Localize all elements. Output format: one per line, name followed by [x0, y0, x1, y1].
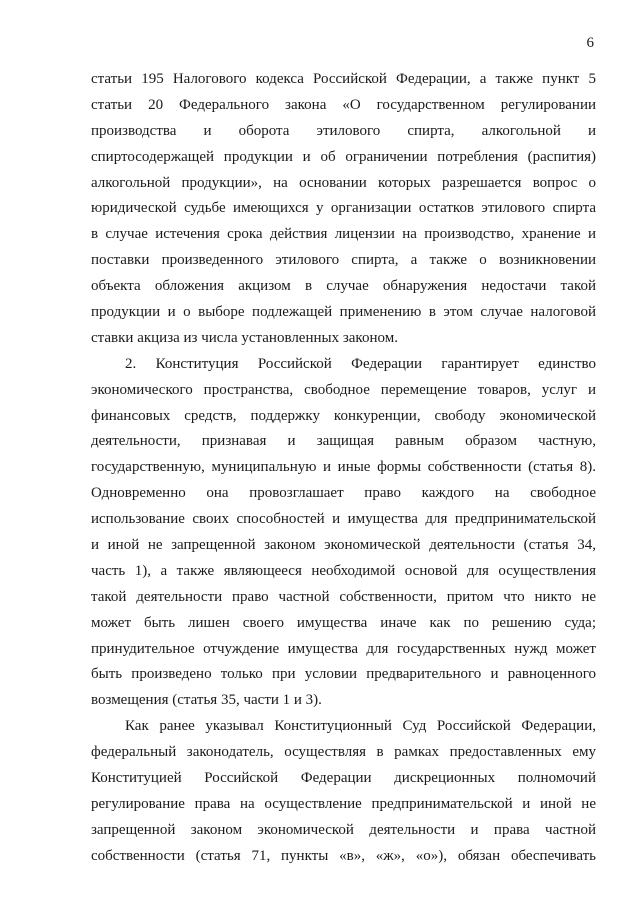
text-line: регулирование права на осуществление предпринимательской и иной не: [91, 795, 596, 812]
text-line: такой деятельности право частной собственности, притом что никто не: [91, 588, 596, 605]
page-number: 6: [586, 35, 594, 51]
text-line: государственную, муниципальную и иные формы собственности (статья 8).: [91, 459, 596, 476]
text-line: деятельности, признавая и защищая равным образом частную,: [91, 433, 596, 450]
text-line: может быть лишен своего имущества иначе как по решению суда;: [91, 614, 596, 631]
text-line: быть произведено только при условии предварительного и равноценного: [91, 666, 596, 683]
document-body: [91, 67, 596, 870]
text-line: алкогольной продукции», на основании которых разрешается вопрос о: [91, 174, 596, 191]
text-line: Конституцией Российской Федерации дискреционных полномочий: [91, 770, 596, 787]
text-line: юридической судьбе имеющихся у организации остатков этилового спирта: [91, 200, 596, 217]
text-line: поставки произведенного этилового спирта, а также о возникновении: [91, 252, 596, 269]
text-line: собственности (статья 71, пункты «в», «ж», «о»), обязан обеспечивать: [91, 847, 596, 864]
paragraph-3: [91, 714, 596, 869]
text-line: запрещенной законом экономической деятельности и права частной: [91, 821, 596, 838]
text-line: в случае истечения срока действия лицензии на производство, хранение и: [91, 226, 596, 243]
text-line: принудительное отчуждение имущества для государственных нужд может: [91, 640, 596, 657]
text-line: статьи 195 Налогового кодекса Российской Федерации, а также пункт 5: [91, 71, 596, 87]
text-line: продукции и о выборе подлежащей применению в этом случае налоговой: [91, 304, 596, 321]
text-line: Одновременно она провозглашает право каждого на свободное: [91, 485, 596, 502]
text-line: производства и оборота этилового спирта, алкогольной и: [91, 122, 596, 139]
text-line: ставки акциза из числа установленных законом.: [91, 329, 398, 346]
text-line: 2. Конституция Российской Федерации гарантирует единство: [125, 355, 596, 372]
text-line: возмещения (статья 35, части 1 и 3).: [91, 692, 322, 709]
text-line: финансовых средств, поддержку конкуренции, свободу экономической: [91, 407, 596, 424]
text-line: часть 1), а также являющееся необходимой основой для осуществления: [91, 562, 596, 579]
text-line: и иной не запрещенной законом экономической деятельности (статья 34,: [91, 537, 596, 554]
text-line: использование своих способностей и имущества для предпринимательской: [91, 511, 596, 528]
text-line: Как ранее указывал Конституционный Суд Российской Федерации,: [125, 718, 596, 735]
text-line: статьи 20 Федерального закона «О государственном регулировании: [91, 96, 596, 113]
paragraph-1: [91, 67, 596, 352]
text-line: спиртосодержащей продукции и об ограничении потребления (распития): [91, 148, 596, 165]
text-line: федеральный законодатель, осуществляя в рамках предоставленных ему: [91, 744, 596, 761]
paragraph-2: [91, 352, 596, 714]
text-line: объекта обложения акцизом в случае обнаружения недостачи такой: [91, 278, 596, 295]
text-line: экономического пространства, свободное перемещение товаров, услуг и: [91, 381, 596, 398]
